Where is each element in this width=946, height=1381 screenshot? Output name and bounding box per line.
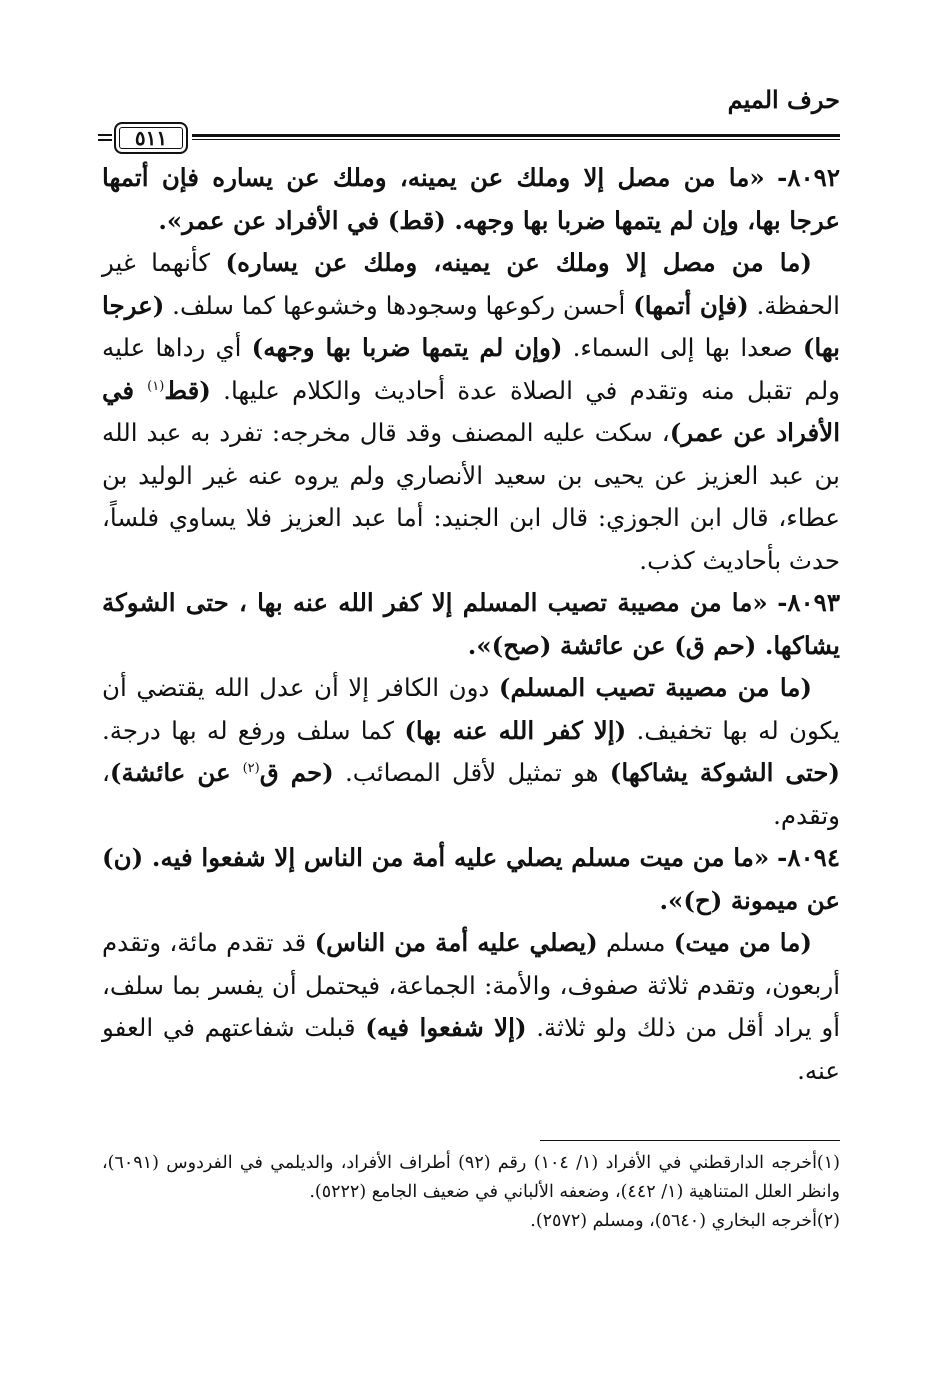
footnotes: [102, 1149, 840, 1236]
quoted-phrase: (إلا شفعوا فيه): [365, 1013, 527, 1042]
footnote-ref: (١): [147, 378, 165, 394]
quoted-phrase: (فإن أتمها): [633, 290, 749, 320]
main-text: [102, 157, 840, 1092]
commentary-text: دون الكافر إلا أن عدل الله يقتضي أن يكون له بها تخفيف.: [102, 673, 841, 745]
commentary-text: هو تمثيل لأقل المصائب.: [333, 758, 610, 787]
quoted-phrase: (ما من ميت): [673, 928, 812, 957]
hadith-text: «ما من ميت مسلم يصلي عليه أمة من الناس إلا شفعوا فيه. (ن) عن ميمونة (ح)».: [102, 843, 840, 915]
commentary-text: قبلت شفاعتهم في العفو عنه.: [102, 1013, 840, 1085]
footnote-ref: (٢): [242, 760, 260, 776]
hadith-entry: [102, 837, 840, 922]
quoted-phrase: عن عائشة): [109, 758, 243, 787]
quoted-phrase: (ما من مصل إلا وملك عن يمينه، وملك عن يساره): [225, 248, 812, 277]
hadith-number: ٨٠٩٣-: [777, 588, 840, 617]
commentary-text: ، سكت عليه المصنف وقد قال مخرجه: تفرد به عبد الله بن عبد العزيز عن يحيى بن سعيد الأنصاري ولم يروه عنه غير الوليد بن عطاء، قال ابن الجوزي: قال ابن الجنيد: أما عبد العزيز فلا يساوي فلساً، حدث بأحاديث كذب.: [102, 418, 840, 575]
hadith-text: «ما من مصل إلا وملك عن يمينه، وملك عن يساره فإن أتمها عرجا بها، وإن لم يتمها ضربا بها وجهه. (قط) في الأفراد عن عمر».: [102, 163, 840, 235]
running-header: [102, 85, 840, 157]
rule-left-stub: [98, 134, 112, 141]
footnote-separator: [540, 1140, 840, 1141]
commentary: [102, 922, 840, 1092]
commentary-text: مسلم: [597, 928, 674, 957]
chapter-title: حرف الميم: [727, 85, 840, 114]
page-number: ٥١١: [134, 126, 168, 150]
header-rule: [102, 122, 840, 152]
quoted-phrase: (حم ق: [259, 758, 334, 787]
quoted-phrase: (إلا كفر الله عنه بها): [404, 715, 627, 745]
quoted-phrase: (وإن لم يتمها ضربا بها وجهه): [251, 333, 563, 362]
quoted-phrase: في الأفراد عن عمر): [102, 375, 840, 447]
book-page: [102, 85, 840, 1236]
hadith-number: ٨٠٩٢-: [777, 163, 840, 192]
commentary-text: قد تقدم مائة، وتقدم أربعون، وتقدم ثلاثة صفوف، والأمة: الجماعة، فيحتمل أن يفسر بما سلف، أو يراد أقل من ذلك ولو ثلاثة.: [102, 928, 841, 1042]
page-number-box: [114, 122, 188, 154]
commentary: [102, 667, 840, 837]
commentary-text: أحسن ركوعها وسجودها وخشوعها كما سلف.: [164, 290, 634, 320]
hadith-entry: [102, 157, 840, 242]
quoted-phrase: (عرجا بها): [102, 290, 840, 362]
quoted-phrase: (قط: [164, 375, 211, 405]
footnote: (١)أخرجه الدارقطني في الأفراد (١/ ١٠٤) رقم (٩٢) أطراف الأفراد، والديلمي في الفردوس (٦٠٩١)، وانظر العلل المتناهية (١/ ٤٤٢)، وضعفه الألباني في ضعيف الجامع (٥٢٢٢).: [102, 1153, 840, 1202]
quoted-phrase: (يصلي عليه أمة من الناس): [314, 928, 598, 957]
hadith-text: «ما من مصيبة تصيب المسلم إلا كفر الله عنه بها ، حتى الشوكة يشاكها. (حم ق) عن عائشة (صح)».: [102, 588, 840, 660]
commentary-text: ، وتقدم.: [102, 758, 840, 830]
footnote: (٢)أخرجه البخاري (٥٦٤٠)، ومسلم (٢٥٧٢).: [530, 1211, 840, 1231]
hadith-number: ٨٠٩٤-: [777, 843, 840, 872]
commentary-text: صعدا بها إلى السماء.: [562, 333, 803, 362]
hadith-entry: [102, 582, 840, 667]
commentary: [102, 242, 840, 582]
double-rule: [192, 134, 840, 140]
commentary-text: كما سلف ورفع له بها درجة.: [102, 715, 405, 745]
commentary-text: أي رداها عليه ولم تقبل منه وتقدم في الصلاة عدة أحاديث والكلام عليها.: [102, 333, 840, 405]
quoted-phrase: (حتى الشوكة يشاكها): [609, 758, 840, 787]
quoted-phrase: (ما من مصيبة تصيب المسلم): [498, 673, 812, 702]
commentary-text: كأنهما غير الحفظة.: [102, 248, 840, 320]
